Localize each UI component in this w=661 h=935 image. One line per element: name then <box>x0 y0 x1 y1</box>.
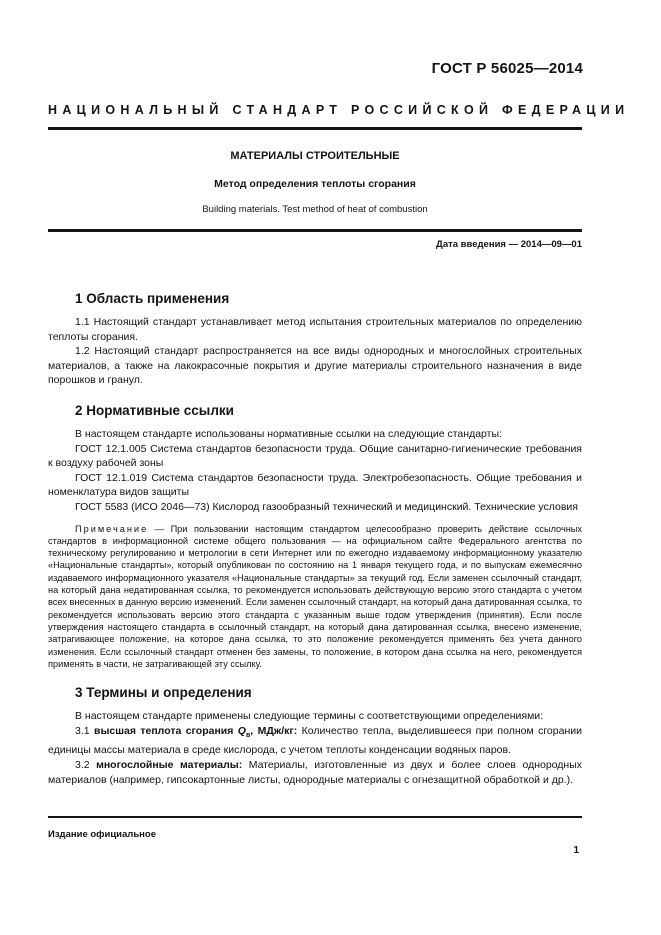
section-2-intro: В настоящем стандарте использованы нормативные ссылки на следующие стандарты: <box>75 427 502 440</box>
term-number: 3.1 <box>75 724 94 737</box>
reference-item: ГОСТ 5583 (ИСО 2046—73) Кислород газообразный технический и медицинский. Технические условия <box>75 500 578 513</box>
top-rule <box>48 127 582 130</box>
document-body <box>48 290 582 787</box>
page-number: 1 <box>573 845 579 856</box>
official-edition-label: Издание официальное <box>48 829 156 840</box>
term-definition: Количество тепла, выделившееся при полном сгорании единицы массы материала в среде кислорода, с учетом теплоты конденсации водяных паров. <box>48 724 582 757</box>
reference-item: ГОСТ 12.1.005 Система стандартов безопасности труда. Общие санитарно-гигиенические требования к воздуху рабочей зоны <box>48 442 582 470</box>
gost-code: ГОСТ Р 56025—2014 <box>431 60 583 77</box>
term-name: высшая теплота сгорания <box>93 724 238 737</box>
term-symbol-subscript: в <box>245 731 251 739</box>
note-block <box>48 523 582 671</box>
national-standard-banner: НАЦИОНАЛЬНЫЙ СТАНДАРТ РОССИЙСКОЙ ФЕДЕРАЦИИ <box>48 103 630 117</box>
paragraph-1-1: 1.1 Настоящий стандарт устанавливает метод испытания строительных материалов по определению теплоты сгорания. <box>48 316 582 343</box>
section-1-heading: 1 Область применения <box>75 291 230 306</box>
term-definition: Материалы, изготовленные из двух и более слоев однородных материалов (например, гипсокартонные листы, однородные материалы с огнезащитной обработкой и др.). <box>48 758 583 786</box>
footer-rule <box>48 816 582 818</box>
term-3-2 <box>48 758 582 787</box>
section-3-intro: В настоящем стандарте применены следующие термины с соответствующими определениями: <box>75 710 544 723</box>
paragraph-1-2: 1.2 Настоящий стандарт распространяется на все виды однородных и многослойных строительных материалов, а также на лакокрасочные покрытия и другие материалы строительного назначения в виде порошков и гранул. <box>48 345 582 387</box>
term-unit: , МДж/кг: <box>250 724 298 737</box>
term-3-1 <box>48 724 582 758</box>
reference-item: ГОСТ 12.1.019 Система стандартов безопасности труда. Электробезопасность. Общие требования и номенклатура видов защиты <box>48 471 582 499</box>
section-2-heading: 2 Нормативные ссылки <box>75 402 234 418</box>
document-subtitle: Метод определения теплоты сгорания <box>214 178 416 190</box>
section-3-heading: 3 Термины и определения <box>75 685 252 701</box>
note-label: Примечание <box>75 523 149 534</box>
date-of-introduction: Дата введения — 2014—09—01 <box>436 239 582 250</box>
note-text: — При пользовании настоящим стандартом целесообразно проверить действие ссылочных стандартов в информационной системе общего пользования — на официальном сайте Федерального агентства по техническому регулированию и метрологии в сети Интернет или по ежегодно издаваемому информационному указателю «Национальные стандарты», который опубликован по состоянию на 1 января текущего года, и по выпускам ежемесячно издаваемого информационного указателя «Национальные стандарты» за текущий год. Если заменен ссылочный стандарт, на который дана недатированная ссылка, то рекомендуется использовать действующую версию этого стандарта с учетом всех внесенных в данную версию изменений. Если заменен ссылочный стандарт, на который дана датированная ссылка, то рекомендуется использовать версию этого стандарта с указанным выше годом утверждения (принятия). Если после утверждения настоящего стандарта в ссылочный стандарт, на который дана датированная ссылка, внесено изменение, затрагивающее положение, на которое дана ссылка, то это положение рекомендуется применять без учета данного изменения. Если ссылочный стандарт отменен без замены, то положение, в котором дана ссылка на него, рекомендуется применять в части, не затрагивающей эту ссылку. <box>48 523 582 669</box>
term-symbol: Q <box>237 724 246 737</box>
title-bottom-rule <box>48 229 582 232</box>
document-title-english: Building materials. Test method of heat of combustion <box>202 204 428 215</box>
term-number: 3.2 <box>75 758 97 771</box>
document-title: МАТЕРИАЛЫ СТРОИТЕЛЬНЫЕ <box>230 150 400 162</box>
term-name: многослойные материалы: <box>96 758 243 771</box>
